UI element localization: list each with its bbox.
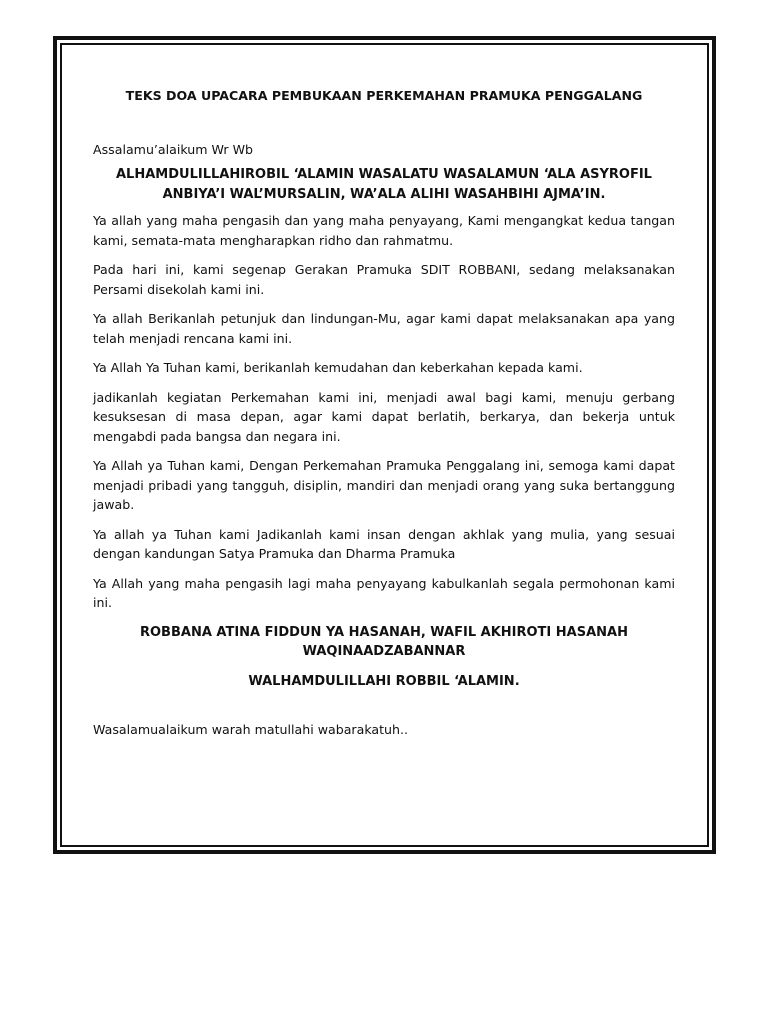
paragraph-6: Ya Allah ya Tuhan kami, Dengan Perkemahan Pramuka Penggalang ini, semoga kami dapat menjadi pribadi yang tangguh, disiplin, mandiri dan menjadi orang yang suka bertanggung jawab. xyxy=(93,458,675,512)
paragraph-8: Ya Allah yang maha pengasih lagi maha penyayang kabulkanlah segala permohonan kami ini. xyxy=(93,575,675,610)
greeting: Assalamu’alaikum Wr Wb xyxy=(93,141,254,157)
spacer xyxy=(93,698,675,720)
closing-prayer: ROBBANA ATINA FIDDUN YA HASANAH, WAFIL AKHIROTI HASANAH WAQINAADZABANNAR xyxy=(140,624,628,659)
document-title: TEKS DOA UPACARA PEMBUKAAN PERKEMAHAN PRAMUKA PENGGALANG xyxy=(125,88,643,103)
opening-praise: ALHAMDULILLAHIROBIL ‘ALAMIN WASALATU WASALAMUN ‘ALA ASYROFIL ANBIYA’I WAL’MURSALIN, WA’ALA ALIHI WASAHBIHI AJMA’IN. xyxy=(116,167,652,202)
paragraph-7: Ya allah ya Tuhan kami Jadikanlah kami insan dengan akhlak yang mulia, yang sesuai dengan kandungan Satya Pramuka dan Dharma Pramuka xyxy=(93,526,675,561)
paragraph-4: Ya Allah Ya Tuhan kami, berikanlah kemudahan dan keberkahan kepada kami. xyxy=(93,360,583,375)
farewell: Wasalamualaikum warah matullahi wabarakatuh.. xyxy=(93,722,409,737)
paragraph-1: Ya allah yang maha pengasih dan yang maha penyayang, Kami mengangkat kedua tangan kami, semata-mata mengharapkan ridho dan rahmatmu. xyxy=(93,213,675,248)
paragraph-5: jadikanlah kegiatan Perkemahan kami ini, menjadi awal bagi kami, menuju gerbang kesuksesan di masa depan, agar kami dapat berlatih, berkarya, dan bekerja untuk mengabdi pada bangsa dan negara ini. xyxy=(93,389,675,444)
document-body xyxy=(93,86,675,746)
paragraph-3: Ya allah Berikanlah petunjuk dan lindungan-Mu, agar kami dapat melaksanakan apa yang telah menjadi rencana kami ini. xyxy=(93,311,675,346)
paragraph-2: Pada hari ini, kami segenap Gerakan Pramuka SDIT ROBBANI, sedang melaksanakan Persami disekolah kami ini. xyxy=(93,262,675,297)
closing-praise: WALHAMDULILLAHI ROBBIL ‘ALAMIN. xyxy=(248,673,520,689)
